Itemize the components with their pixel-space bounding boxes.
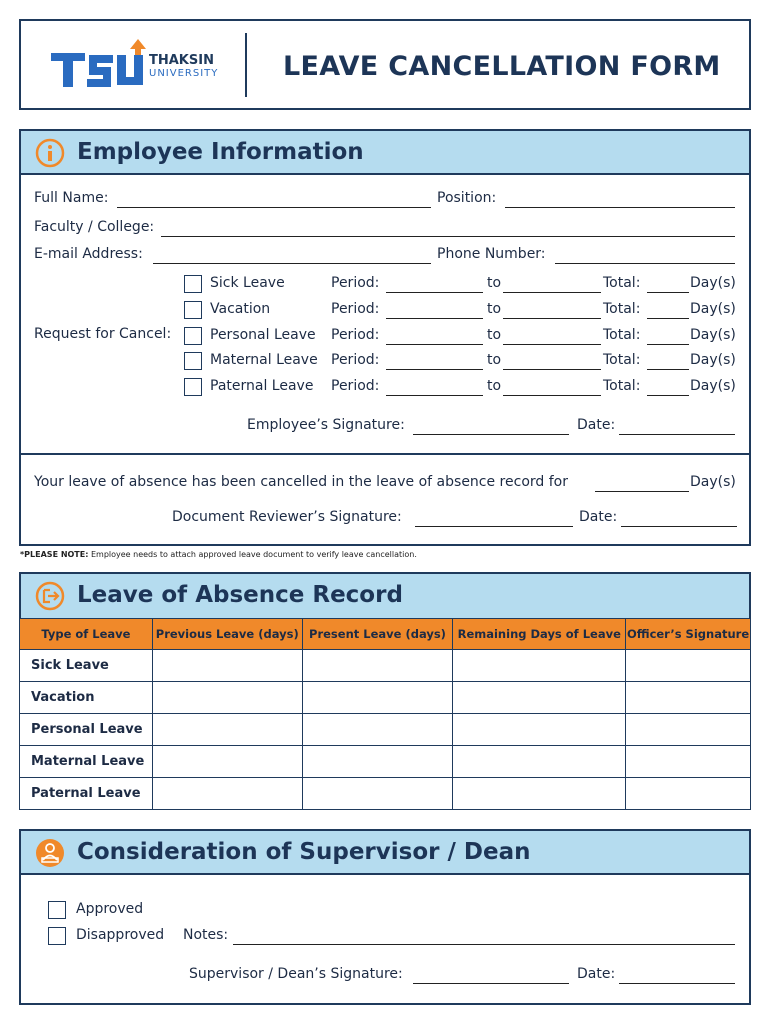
leave-record-section bbox=[19, 572, 751, 618]
remaining-days-cell[interactable] bbox=[453, 650, 626, 682]
period-start-field[interactable] bbox=[386, 344, 483, 345]
column-header: Previous Leave (days) bbox=[152, 619, 302, 650]
total-label: Total: bbox=[603, 352, 641, 368]
total-label: Total: bbox=[603, 378, 641, 394]
present-leave-cell[interactable] bbox=[302, 746, 453, 778]
faculty-field[interactable] bbox=[161, 236, 735, 237]
to-label: to bbox=[487, 301, 502, 317]
supervisor-section bbox=[19, 829, 751, 1005]
period-end-field[interactable] bbox=[503, 369, 601, 370]
reviewer-signature-label: Document Reviewer’s Signature: bbox=[172, 509, 402, 525]
approved-checkbox[interactable] bbox=[48, 901, 66, 919]
table-header-row bbox=[20, 619, 751, 650]
phone-label: Phone Number: bbox=[437, 246, 546, 262]
total-days-field[interactable] bbox=[647, 292, 689, 293]
section-header bbox=[21, 131, 749, 175]
university-logo bbox=[49, 35, 219, 95]
period-start-field[interactable] bbox=[386, 369, 483, 370]
officer-signature-cell[interactable] bbox=[626, 682, 751, 714]
leave-record-table bbox=[19, 618, 751, 810]
please-note bbox=[20, 550, 417, 559]
column-header: Remaining Days of Leave bbox=[453, 619, 626, 650]
row-label: Maternal Leave bbox=[20, 746, 153, 778]
total-days-field[interactable] bbox=[647, 344, 689, 345]
reviewer-date-label: Date: bbox=[579, 509, 618, 525]
employee-information-section bbox=[19, 129, 751, 546]
to-label: to bbox=[487, 275, 502, 291]
officer-signature-cell[interactable] bbox=[626, 714, 751, 746]
table-row bbox=[20, 650, 751, 682]
table-row bbox=[20, 778, 751, 810]
previous-leave-cell[interactable] bbox=[152, 746, 302, 778]
total-label: Total: bbox=[603, 275, 641, 291]
total-label: Total: bbox=[603, 301, 641, 317]
logo-subtitle: UNIVERSITY bbox=[149, 68, 219, 79]
period-start-field[interactable] bbox=[386, 292, 483, 293]
faculty-label: Faculty / College: bbox=[34, 219, 155, 235]
remaining-days-cell[interactable] bbox=[453, 746, 626, 778]
logo-mark bbox=[49, 35, 149, 95]
present-leave-cell[interactable] bbox=[302, 682, 453, 714]
total-days-field[interactable] bbox=[647, 318, 689, 319]
to-label: to bbox=[487, 327, 502, 343]
to-label: to bbox=[487, 352, 502, 368]
employee-signature-label: Employee’s Signature: bbox=[247, 417, 405, 433]
column-header: Present Leave (days) bbox=[302, 619, 453, 650]
supervisor-signature-label: Supervisor / Dean’s Signature: bbox=[189, 966, 403, 982]
to-label: to bbox=[487, 378, 502, 394]
row-label: Paternal Leave bbox=[20, 778, 153, 810]
request-cancel-label: Request for Cancel: bbox=[34, 326, 172, 342]
table-row bbox=[20, 714, 751, 746]
email-label: E-mail Address: bbox=[34, 246, 143, 262]
previous-leave-cell[interactable] bbox=[152, 682, 302, 714]
present-leave-cell[interactable] bbox=[302, 778, 453, 810]
section-header bbox=[21, 831, 749, 875]
employee-date-field[interactable] bbox=[619, 434, 735, 435]
personal-leave-checkbox[interactable] bbox=[184, 327, 202, 345]
employee-signature-field[interactable] bbox=[413, 434, 569, 435]
days-label: Day(s) bbox=[690, 378, 736, 394]
cancelled-days-field[interactable] bbox=[595, 491, 689, 492]
period-end-field[interactable] bbox=[503, 292, 601, 293]
previous-leave-cell[interactable] bbox=[152, 778, 302, 810]
officer-signature-cell[interactable] bbox=[626, 746, 751, 778]
total-days-field[interactable] bbox=[647, 395, 689, 396]
cancellation-statement: Your leave of absence has been cancelled in the leave of absence record for bbox=[34, 474, 568, 490]
position-field[interactable] bbox=[505, 207, 735, 208]
employee-date-label: Date: bbox=[577, 417, 616, 433]
leave-type-label: Maternal Leave bbox=[210, 352, 318, 368]
period-label: Period: bbox=[331, 378, 380, 394]
email-field[interactable] bbox=[153, 263, 431, 264]
supervisor-icon bbox=[35, 838, 65, 868]
notes-label: Notes: bbox=[183, 927, 229, 943]
period-start-field[interactable] bbox=[386, 318, 483, 319]
leave-type-label: Paternal Leave bbox=[210, 378, 314, 394]
period-label: Period: bbox=[331, 301, 380, 317]
reviewer-signature-field[interactable] bbox=[415, 526, 573, 527]
table-row bbox=[20, 746, 751, 778]
row-label: Personal Leave bbox=[20, 714, 153, 746]
supervisor-signature-field[interactable] bbox=[413, 983, 569, 984]
leave-type-label: Personal Leave bbox=[210, 327, 316, 343]
total-days-field[interactable] bbox=[647, 369, 689, 370]
days-label: Day(s) bbox=[690, 301, 736, 317]
section-title: Leave of Absence Record bbox=[77, 582, 403, 608]
table-row bbox=[20, 682, 751, 714]
period-start-field[interactable] bbox=[386, 395, 483, 396]
present-leave-cell[interactable] bbox=[302, 714, 453, 746]
note-text: Employee needs to attach approved leave document to verify leave cancellation. bbox=[88, 550, 417, 559]
section-title: Employee Information bbox=[77, 139, 364, 165]
full-name-field[interactable] bbox=[117, 207, 431, 208]
previous-leave-cell[interactable] bbox=[152, 650, 302, 682]
disapproved-label: Disapproved bbox=[76, 927, 165, 943]
row-label: Vacation bbox=[20, 682, 153, 714]
period-label: Period: bbox=[331, 352, 380, 368]
present-leave-cell[interactable] bbox=[302, 650, 453, 682]
column-header: Type of Leave bbox=[20, 619, 153, 650]
leave-type-label: Sick Leave bbox=[210, 275, 285, 291]
logo-name: THAKSIN bbox=[149, 53, 214, 68]
vacation-checkbox[interactable] bbox=[184, 301, 202, 319]
period-label: Period: bbox=[331, 327, 380, 343]
position-label: Position: bbox=[437, 190, 497, 206]
info-icon bbox=[35, 138, 65, 168]
officer-signature-cell[interactable] bbox=[626, 778, 751, 810]
form-title: LEAVE CANCELLATION FORM bbox=[283, 51, 721, 82]
note-bold: *PLEASE NOTE: bbox=[20, 550, 89, 559]
previous-leave-cell[interactable] bbox=[152, 714, 302, 746]
total-label: Total: bbox=[603, 327, 641, 343]
remaining-days-cell[interactable] bbox=[453, 778, 626, 810]
row-label: Sick Leave bbox=[20, 650, 153, 682]
officer-signature-cell[interactable] bbox=[626, 650, 751, 682]
reviewer-date-field[interactable] bbox=[621, 526, 737, 527]
notes-field[interactable] bbox=[233, 944, 735, 945]
sick-leave-checkbox[interactable] bbox=[184, 275, 202, 293]
period-end-field[interactable] bbox=[503, 395, 601, 396]
form-header bbox=[19, 19, 751, 110]
period-end-field[interactable] bbox=[503, 344, 601, 345]
header-divider bbox=[245, 33, 247, 97]
period-label: Period: bbox=[331, 275, 380, 291]
section-header bbox=[21, 574, 749, 620]
supervisor-date-label: Date: bbox=[577, 966, 616, 982]
phone-field[interactable] bbox=[555, 263, 735, 264]
disapproved-checkbox[interactable] bbox=[48, 927, 66, 945]
paternal-leave-checkbox[interactable] bbox=[184, 378, 202, 396]
remaining-days-cell[interactable] bbox=[453, 682, 626, 714]
section-title: Consideration of Supervisor / Dean bbox=[77, 839, 531, 865]
approved-label: Approved bbox=[76, 901, 144, 917]
days-label: Day(s) bbox=[690, 352, 736, 368]
leave-type-label: Vacation bbox=[210, 301, 271, 317]
days-label: Day(s) bbox=[690, 474, 736, 490]
days-label: Day(s) bbox=[690, 327, 736, 343]
full-name-label: Full Name: bbox=[34, 190, 109, 206]
column-header: Officer’s Signature bbox=[626, 619, 751, 650]
remaining-days-cell[interactable] bbox=[453, 714, 626, 746]
maternal-leave-checkbox[interactable] bbox=[184, 352, 202, 370]
supervisor-date-field[interactable] bbox=[619, 983, 735, 984]
period-end-field[interactable] bbox=[503, 318, 601, 319]
exit-arrow-icon bbox=[35, 581, 65, 611]
section-divider bbox=[21, 453, 749, 455]
days-label: Day(s) bbox=[690, 275, 736, 291]
